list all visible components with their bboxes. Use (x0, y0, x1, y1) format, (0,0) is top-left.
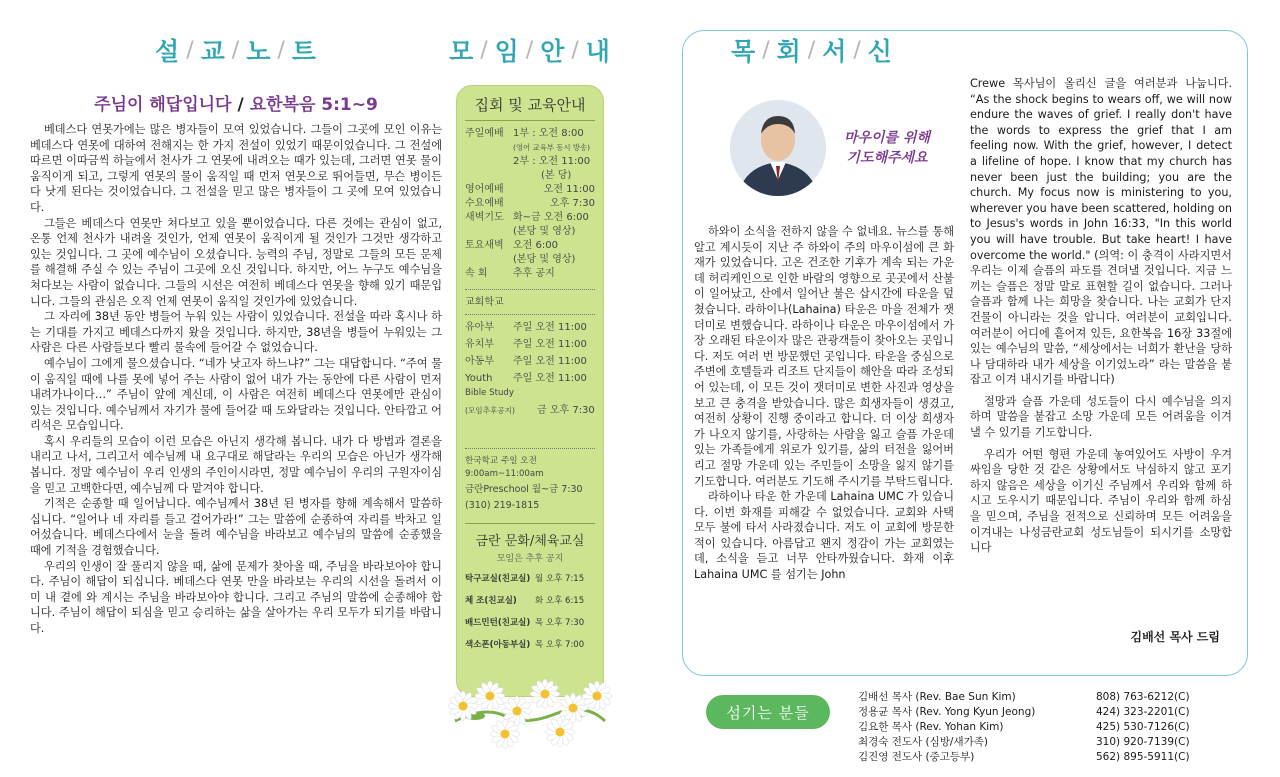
school-value: 주일 오전 11:00 (513, 356, 587, 367)
staff-button[interactable]: 섬기는 분들 (706, 695, 830, 729)
schedule-value: 오전 11:00 (543, 184, 595, 195)
meeting-box-title: 집회 및 교육안내 (474, 96, 586, 114)
sermon-paragraph: 그 자리에 38년 동안 병들어 누워 있는 사람이 있었습니다. 전설을 따라 혹시나 하는 기대를 가지고 베데스다까지 왔을 것입니다. 하지만, 38년을 병들어 누워있는 그 사람은 다른 사람들보다 빨리 물속에 들어갈 수 없었습니다. (30, 310, 442, 355)
school-value: 금 오후 7:30 (537, 405, 595, 416)
divider (465, 523, 595, 524)
staff-row (858, 690, 1238, 705)
sermon-paragraph: 우리의 인생이 잘 풀리지 않을 때, 삶에 문제가 찾아올 때, 주님을 바라보아야 합니다. 주님이 해답이 되십니다. 베데스다 연못 만을 바라보는 우리의 시선을 돌려서 이미 내 곁에 와 계시는 주님을 바라보아야 합니다. 그리고 주님의 말씀에 순종해야 합니다. 주님이 해답이 되심을 믿고 승리하는 삶을 살아가는 우리 모두가 되기를 바랍니다. (30, 559, 442, 635)
school-key: 아동부 (465, 356, 494, 367)
meeting-heading-char: 안 (540, 37, 566, 66)
schedule-key: 속 회 (465, 268, 488, 279)
schedule-value: 오전 6:00 (513, 240, 558, 251)
schedule-row (465, 253, 595, 267)
letter-paragraph: 절망과 슬픔 가운데 성도들이 다시 예수님을 의지하며 말씀을 붙잡고 소망 가운데 모든 어려움을 이겨 낼 수 있기를 기도합니다. (970, 394, 1232, 440)
class-time: 목 오후 7:30 (535, 618, 585, 628)
school-row (465, 387, 595, 400)
staff-name: 김배선 목사 (Rev. Bae Sun Kim) (858, 691, 1016, 703)
sermon-section (30, 30, 442, 730)
staff-name: 정용균 목사 (Rev. Yong Kyun Jeong) (858, 706, 1036, 718)
class-time: 목 오후 7:00 (535, 640, 585, 650)
schedule-value: 화~금 오전 6:00 (513, 212, 589, 223)
class-time: 월 오후 7:15 (535, 574, 585, 584)
schedule-value: (본 당) (541, 170, 572, 181)
class-row (465, 590, 595, 612)
schedule-key: 영어예배 (465, 184, 504, 195)
letter-paragraph: 하와이 소식을 전하지 않을 수 없네요. 뉴스를 통해 알고 계시듯이 지난 주 하와이 주의 마우이섬에 큰 화재가 있었습니다. 고온 건조한 기후가 계속 되는 가운데 허리케인으로 인한 바람의 영향으로 곳곳에서 산불이 일어났고, 산에서 일어난 불은 삽시간에 타운을 덮쳤습니다. 라하이나(Lahaina) 타운은 마을 전체가 잿더미로 변했습니다. 라하이나 타운은 마우이섬에서 가장 오래된 타운이자 많은 관광객들이 찾아오는 곳입니다. 저도 여러 번 방문했던 곳입니다. 타운을 중심으로 주변에 호텔들과 리조트 단지들이 해안을 따라 조성되어 있는데, 이 모든 것이 잿더미로 변한 사진과 영상을 보고 큰 충격을 받았습니다. 많은 희생자들이 생겼고, 여전히 상황이 진행 중이라고 합니다. 더 이상 희생자가 나오지 않기를, 사랑하는 사람을 잃고 슬픔 가운데 있는 가족들에게 위로가 있기를, 삶의 터전을 잃어버리고 절망 가운데 있는 주민들이 소망을 잃지 않기를 기도합니다. 여러분도 기도해 주시기를 부탁드립니다. (694, 225, 954, 488)
staff-list (858, 690, 1238, 765)
sermon-heading-char: 교 (200, 37, 226, 66)
sermon-heading-char: 트 (291, 37, 317, 66)
preschool-phone: (310) 219-1815 (465, 500, 540, 511)
sermon-scripture-ref: 요한복음 5:1~9 (249, 95, 378, 115)
schedule-row (465, 239, 595, 253)
letter-paragraph: 우리가 어떤 형편 가운데 놓여있어도 사방이 우겨 싸임을 당한 것 같은 상황에서도 낙심하지 않고 포기하지 않음은 세상을 이기신 주님께서 우리와 함께 하시고 도우시기 때문입니다. 주님이 우리와 함께 하심을 믿으며, 주님을 전적으로 신뢰하며 모든 어려움을 이겨내는 나성금란교회 성도님들이 되시기를 소망합니다 (970, 447, 1232, 555)
divider (465, 289, 595, 290)
divider (465, 120, 595, 121)
prayer-line: 마우이를 위해 (843, 130, 931, 146)
meeting-heading-char: 모 (449, 37, 475, 66)
class-name: 체 조(친교실) (465, 596, 517, 606)
daisy-flowers-icon (445, 666, 615, 751)
staff-phone: 808) 763-6212(C) (1096, 691, 1190, 703)
staff-row (858, 720, 1238, 735)
staff-phone: 425) 530-7126(C) (1096, 721, 1190, 733)
school-row (465, 353, 595, 370)
class-row (465, 634, 595, 656)
schedule-row (465, 267, 595, 281)
sermon-heading: 설 / 교 / 노 / 트 (30, 30, 442, 70)
staff-row (858, 735, 1238, 750)
staff-name: 최경숙 전도사 (심방/새가족) (858, 736, 988, 748)
schedule-value: 추후 공지 (513, 268, 555, 279)
sermon-paragraph: 기적은 순종할 때 일어납니다. 예수님께서 38년 된 병자를 향해 계속해서 말씀하십니다. “일어나 네 자리를 들고 걸어가라!” 그는 말씀에 순종하여 자리를 박차고 일어섰습니다. 베데스다에서 눈을 돌려 예수님을 바라보고 예수님의 말씀에 순종했을 때에 기적을 경험했습니다. (30, 497, 442, 558)
school-row (465, 400, 595, 422)
meeting-heading-char: 임 (494, 37, 520, 66)
sermon-title: 주님이 해답입니다 / 요한복음 5:1~9 (94, 95, 378, 115)
sermon-heading-char: 설 (155, 37, 181, 66)
pastor-portrait (730, 100, 826, 196)
letter-left-column (694, 224, 954, 583)
schedule-row (465, 211, 595, 225)
culture-title: 금란 문화/체육교실 (475, 534, 585, 549)
schedule-key: 주일예배 (465, 128, 504, 139)
sermon-paragraph: 혹시 우리들의 모습이 이런 모습은 아닌지 생각해 봅니다. 내가 다 방법과 결론을 내리고 나서, 그리고서 예수님께 내 요구대로 해달라는 우리의 모습은 아닌가 생각해 봅니다. 정말 예수님이 우리 인생의 주인이시라면, 정말 예수님이 우리의 구원자이심을 믿고 고백한다면, 예수님께 다 맡겨야 합니다. (30, 434, 442, 495)
schedule-value: 2부 : 오전 11:00 (513, 156, 591, 167)
schedule-key: 수요예배 (465, 198, 504, 209)
sermon-paragraph: 베데스다 연못가에는 많은 병자들이 모여 있었습니다. 그들이 그곳에 모인 이유는 베데스다 연못에 대하여 전해지는 한 가지 전설이 있었기 때문이었습니다. 그 전설에 따르면 이따금씩 하늘에서 천사가 그 연못에 내려오는 때가 있는데, 그러면 연못 물이 움직이게 되고, 그렇게 연못의 물이 움직일 때 먼저 연못으로 뛰어들면, 무슨 병이든 다 낫게 된다는 것이었습니다. 그 전설을 믿고 많은 병자들이 그 곳에 모여 있었습니다. (30, 123, 442, 214)
sermon-paragraph: 그들은 베데스다 연못만 쳐다보고 있을 뿐이었습니다. 다른 것에는 관심이 없고, 온통 언제 천사가 내려올 것인가, 언제 연못이 움직이게 될 것인가 그것만 생각하고 있는 것입니다. 그 곳에 예수님이 오셨습니다. 능력의 주님, 정말로 그들의 모든 문제를 해결해 주실 수 있는 주님이 그곳에 오신 것입니다. 하지만, 어느 누구도 예수님을 쳐다보는 사람이 없습니다. 그들의 시선은 여전히 베데스다 연못을 향해 있기 때문입니다. 그들의 관심은 오직 언제 연못이 움직일 것인가에 있었습니다. (30, 216, 442, 308)
sermon-title-text: 주님이 해답입니다 (94, 95, 232, 115)
class-name: 탁구교실(친교실) (465, 574, 531, 584)
school-key: (모임추후공지) (465, 406, 515, 415)
school-value: 주일 오전 11:00 (513, 373, 587, 384)
schedule-value: 오후 7:30 (550, 198, 595, 209)
school-key: 유치부 (465, 339, 494, 350)
letter-heading: 목 / 회 / 서 / 신 (682, 30, 942, 70)
school-key: 유아부 (465, 322, 494, 333)
schedule-row (465, 183, 595, 197)
letter-heading-char: 서 (822, 37, 848, 66)
schedule-value: (영어 교육부 동시 방송) (513, 143, 591, 152)
culture-subtitle: 모임은 추후 공지 (496, 554, 564, 564)
meeting-info-box (456, 85, 604, 697)
schedule-value: (본당 및 영상) (513, 254, 576, 265)
staff-row (858, 750, 1238, 765)
korean-school: 한국학교 주일 오전 9:00am~11:00am (465, 456, 544, 479)
staff-phone: 310) 920-7139(C) (1096, 736, 1190, 748)
class-time: 화 오후 6:15 (535, 596, 585, 606)
schedule-key: 새벽기도 (465, 212, 504, 223)
school-key: Bible Study (465, 388, 514, 398)
staff-phone: 424) 323-2201(C) (1096, 706, 1190, 718)
school-title: 교회학교 (465, 297, 504, 308)
schedule-value: (본당 및 영상) (513, 226, 576, 237)
staff-name: 김요한 목사 (Rev. Yohan Kim) (858, 721, 1004, 733)
prayer-request (832, 128, 942, 168)
schedule-row (465, 169, 595, 183)
staff-phone: 562) 895-5911(C) (1096, 751, 1190, 763)
sermon-paragraph: 예수님이 그에게 물으셨습니다. “네가 낫고자 하느냐?” 그는 대답합니다. “주여 물이 움직일 때에 나를 못에 넣어 주는 사람이 없어 내가 가는 동안에 다른 사람이 먼저 내려가나이다…” 주님이 앞에 계신데, 이 사람은 여전히 베데스다 연못에만 관심이 있는 것입니다. 예수님께서 자기가 물에 들어갈 때 도와달라는 것입니다. 안타깝고 어리석은 모습입니다. (30, 356, 442, 433)
meeting-heading: 모 / 임 / 안 / 내 (450, 30, 610, 70)
letter-paragraph: Crewe 목사님이 올리신 글을 여러분과 나눕니다. “As the shock begins to wears off, we will now endure the waves of grief. I really don't have the words to express the grief that I am feeling now. With the grief, however, I detect a lifeline of hope. I know that my church has never been just the building; you are the church. My focus now is ministering to you, wherever you have been scattered, holding on to Jesus's words in John 16:33, "In this world you will have trouble. But take heart! I have overcome the world." (의역: 이 충격이 사라지면서 우리는 이제 슬픔의 파도를 견뎌낼 것입니다. 지금 느끼는 슬픔은 정말 말로 표현할 길이 없습니다. 그러나 슬픔과 함께 나는 희망을 찾습니다. 나는 교회가 단지 건물이 아니라는 것을 압니다. 여러분이 교회입니다. 여러분이 어디에 흩어져 있든, 요한복음 16장 33절에 있는 예수님의 말씀, “세상에서는 너희가 환난을 당하나 담대하라 내가 세상을 이기었노라” 라는 말씀을 붙잡고 이겨 내시기를 바랍니다) (970, 77, 1232, 387)
class-name: 색소폰(아동부실) (465, 640, 531, 650)
letter-heading-char: 회 (776, 37, 802, 66)
staff-name: 김진영 전도사 (중고등부) (858, 751, 975, 763)
meeting-heading-char: 내 (585, 37, 611, 66)
letter-paragraph: 라하이나 타운 한 가운데 Lahaina UMC 가 있습니다. 이번 화재를 피해갈 수 없었습니다. 교회와 사택 모두 불에 타서 사라졌습니다. 저도 이 교회에 방문한 적이 있습니다. 아름답고 왠지 정감이 가는 교회였는데, 소식을 듣고 너무 안타까웠습니다. 화재 이후 Lahaina UMC 를 섬기는 John (694, 490, 954, 582)
schedule-value: 1부 : 오전 8:00 (513, 128, 584, 139)
schedule-key: 토요새벽 (465, 240, 504, 251)
divider (465, 314, 595, 315)
class-row (465, 612, 595, 634)
letter-right-column (970, 76, 1232, 556)
schedule-row (465, 225, 595, 239)
school-row (465, 319, 595, 336)
pastor-photo-icon (730, 100, 826, 196)
school-value: 주일 오전 11:00 (513, 322, 587, 333)
schedule-row (465, 141, 595, 155)
prayer-line: 기도해주세요 (846, 150, 928, 166)
divider (465, 448, 595, 449)
schedule-row (465, 155, 595, 169)
letter-heading-char: 목 (731, 37, 757, 66)
schedule-row (465, 197, 595, 211)
school-row (465, 370, 595, 387)
class-row (465, 568, 595, 590)
staff-row (858, 705, 1238, 720)
school-key: Youth (465, 373, 493, 384)
class-name: 배드민턴(친교실) (465, 618, 531, 628)
school-value: 주일 오전 11:00 (513, 339, 587, 350)
letter-heading-char: 신 (867, 37, 893, 66)
letter-signature: 김배선 목사 드림 (1130, 630, 1220, 644)
preschool: 금란Preschool 월~금 7:30 (465, 484, 583, 495)
school-row (465, 336, 595, 353)
schedule-row (465, 127, 595, 141)
sermon-body (30, 122, 442, 637)
sermon-heading-char: 노 (246, 37, 272, 66)
